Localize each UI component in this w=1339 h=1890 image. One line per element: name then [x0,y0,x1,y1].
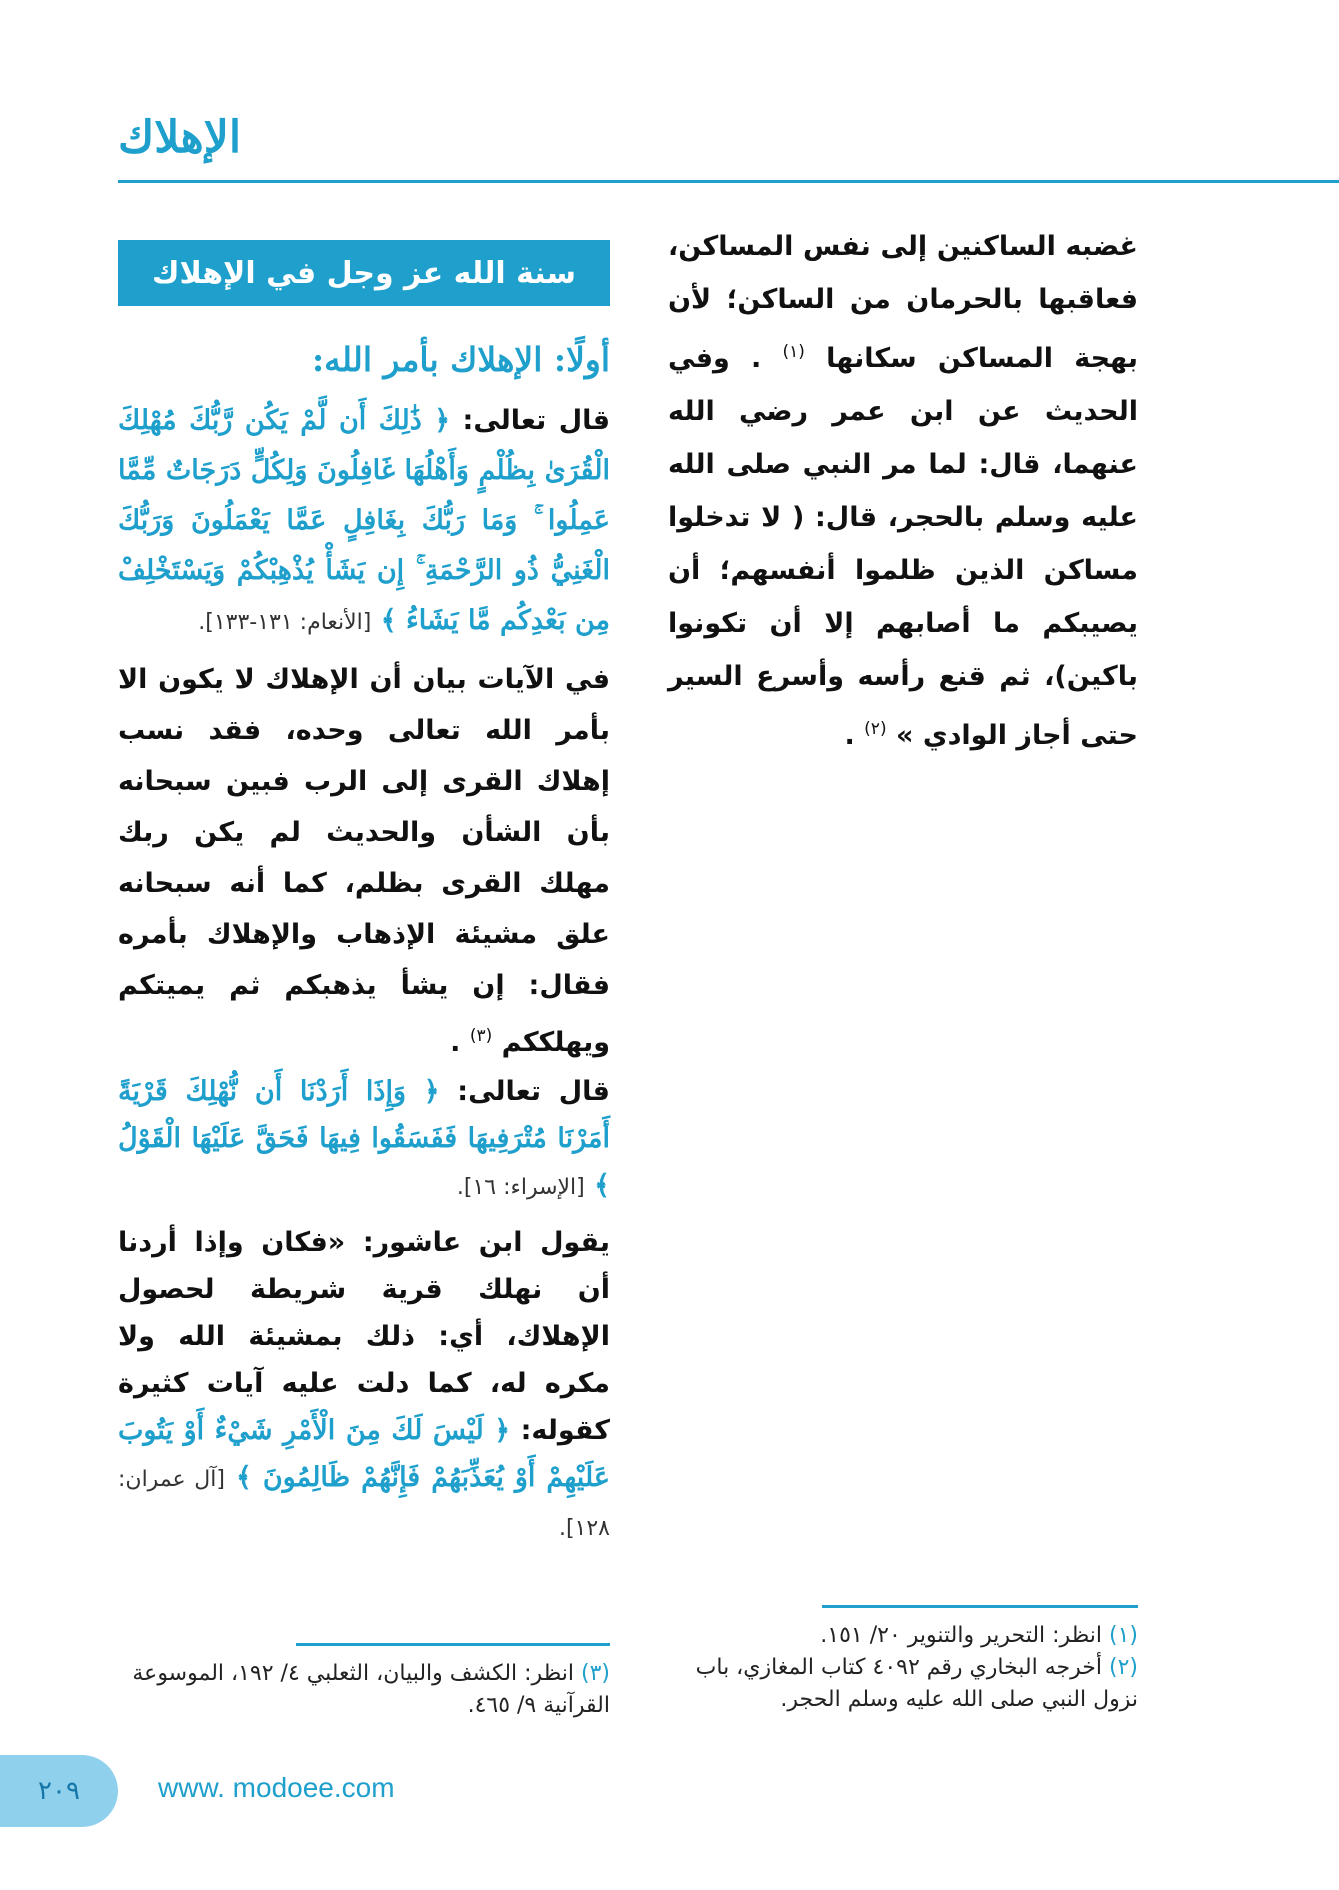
footnote-3-text: انظر: الكشف والبيان، الثعلبي ٤/ ١٩٢، الموسوعة القرآنية ٩/ ٤٦٥. [132,1661,610,1718]
right-paragraph-end: . [844,720,855,751]
page-number-badge [0,1755,118,1827]
right-paragraph [668,220,1138,762]
verse2-intro: قال تعالى: [457,1076,610,1107]
verse1-block [118,396,610,648]
verse3-reference: [آل عمران: ١٢٨]. [118,1467,610,1541]
section-title-box [118,240,610,306]
footnote-ref-3[interactable]: (٣) [469,1026,493,1046]
verse2-close-bracket: ﴾ [594,1170,610,1201]
footnote-3-number: (٣) [580,1661,610,1686]
footnote-2-number: (٢) [1108,1655,1138,1680]
footnote-2 [668,1652,1138,1716]
paragraph-2-text: في الآيات بيان أن الإهلاك لا يكون الا بأمر الله تعالى وحده، فقد نسب إهلاك القرى إلى الرب فبين سبحانه بأن الشأن والحديث لم يكن ربك مهلك القرى بظلم، كما أنه سبحانه علق مشيئة الإذهاب والإهلاك بأمره فقال: إن يشأ يذهبكم ثم يميتكم ويهلككم [118,664,610,1058]
verse3-close-bracket: ﴾ [235,1462,252,1493]
running-header-title: الإهلاك [118,112,242,163]
paragraph-2-end: . [450,1027,461,1058]
verse1-close-bracket: ﴾ [380,605,397,636]
header-divider [118,180,1339,183]
verse2-text: وَإِذَا أَرَدْنَا أَن نُّهْلِكَ قَرْيَةً أَمَرْنَا مُتْرَفِيهَا فَفَسَقُوا فِيهَا فَحَقَّ عَلَيْهَا الْقَوْلُ [118,1076,610,1154]
footnote-1-number: (١) [1108,1623,1138,1648]
verse1-reference: [الأنعام: ١٣١-١٣٣]. [198,610,372,635]
footnotes-left [118,1658,610,1722]
footnote-1 [668,1620,1138,1652]
paragraph-2 [118,654,610,1068]
footnote-1-text: انظر: التحرير والتنوير ٢٠/ ١٥١. [820,1623,1102,1648]
right-column [668,220,1138,762]
footnote-rule-right [822,1605,1138,1608]
verse3-text: لَيْسَ لَكَ مِنَ الْأَمْرِ شَيْءٌ أَوْ يَتُوبَ عَلَيْهِمْ أَوْ يُعَذِّبَهُمْ فَإِنَّهُمْ ظَالِمُونَ [118,1415,611,1493]
subheading-first: أولًا: الإهلاك بأمر الله: [312,340,610,379]
right-paragraph-part1: غضبه الساكنين إلى نفس المساكن، فعاقبها بالحرمان من الساكن؛ لأن بهجة المساكن سكانها [668,231,1138,374]
right-paragraph-part2: . وفي الحديث عن ابن عمر رضي الله عنهما، قال: لما مر النبي صلى الله عليه وسلم بالحجر، قال: ( لا تدخلوا مساكن الذين ظلموا أنفسهم؛ أن يصيبكم ما أصابهم إلا أن تكونوا باكين)، ثم قنع رأسه وأسرع السير حتى أجاز الوادي » [668,343,1138,751]
footnote-3 [118,1658,610,1722]
verse2-reference: [الإسراء: ١٦]. [456,1175,585,1200]
footnote-ref-1[interactable]: (١) [782,342,805,362]
verse3-open-bracket: ﴿ [494,1415,511,1446]
footnotes-right [668,1620,1138,1716]
footnote-ref-2[interactable]: (٢) [864,719,887,739]
verse1-text: ذَٰلِكَ أَن لَّمْ يَكُن رَّبُّكَ مُهْلِكَ الْقُرَىٰ بِظُلْمٍ وَأَهْلُهَا غَافِلُونَ وَلِكُلٍّ دَرَجَاتٌ مِّمَّا عَمِلُوا ۚ وَمَا رَبُّكَ بِغَافِلٍ عَمَّا يَعْمَلُونَ وَرَبُّكَ الْغَنِيُّ ذُو الرَّحْمَةِ ۚ إِن يَشَأْ يُذْهِبْكُمْ وَيَسْتَخْلِفْ مِن بَعْدِكُم مَّا يَشَاءُ [118,405,610,636]
verse2-open-bracket: ﴿ [423,1076,440,1107]
left-column-body [118,396,610,1552]
verse1-open-bracket: ﴿ [434,405,451,436]
paragraph-3-text: يقول ابن عاشور: «فكان وإذا أردنا أن نهلك قرية شريطة لحصول الإهلاك، أي: ذلك بمشيئة الله ولا مكره له، كما دلت عليه آيات كثيرة كقوله: [118,1227,610,1446]
page-number: ٢٠٩ [38,1776,80,1806]
section-title: سنة الله عز وجل في الإهلاك [151,255,577,291]
paragraph-3 [118,1219,610,1552]
footnote-2-text: أخرجه البخاري رقم ٤٠٩٢ كتاب المغازي، باب نزول النبي صلى الله عليه وسلم الحجر. [695,1655,1138,1712]
website-link[interactable]: www. modoee.com [158,1772,395,1803]
footnote-rule-left [296,1643,610,1646]
verse2-block [118,1068,610,1211]
verse1-intro: قال تعالى: [462,405,610,436]
